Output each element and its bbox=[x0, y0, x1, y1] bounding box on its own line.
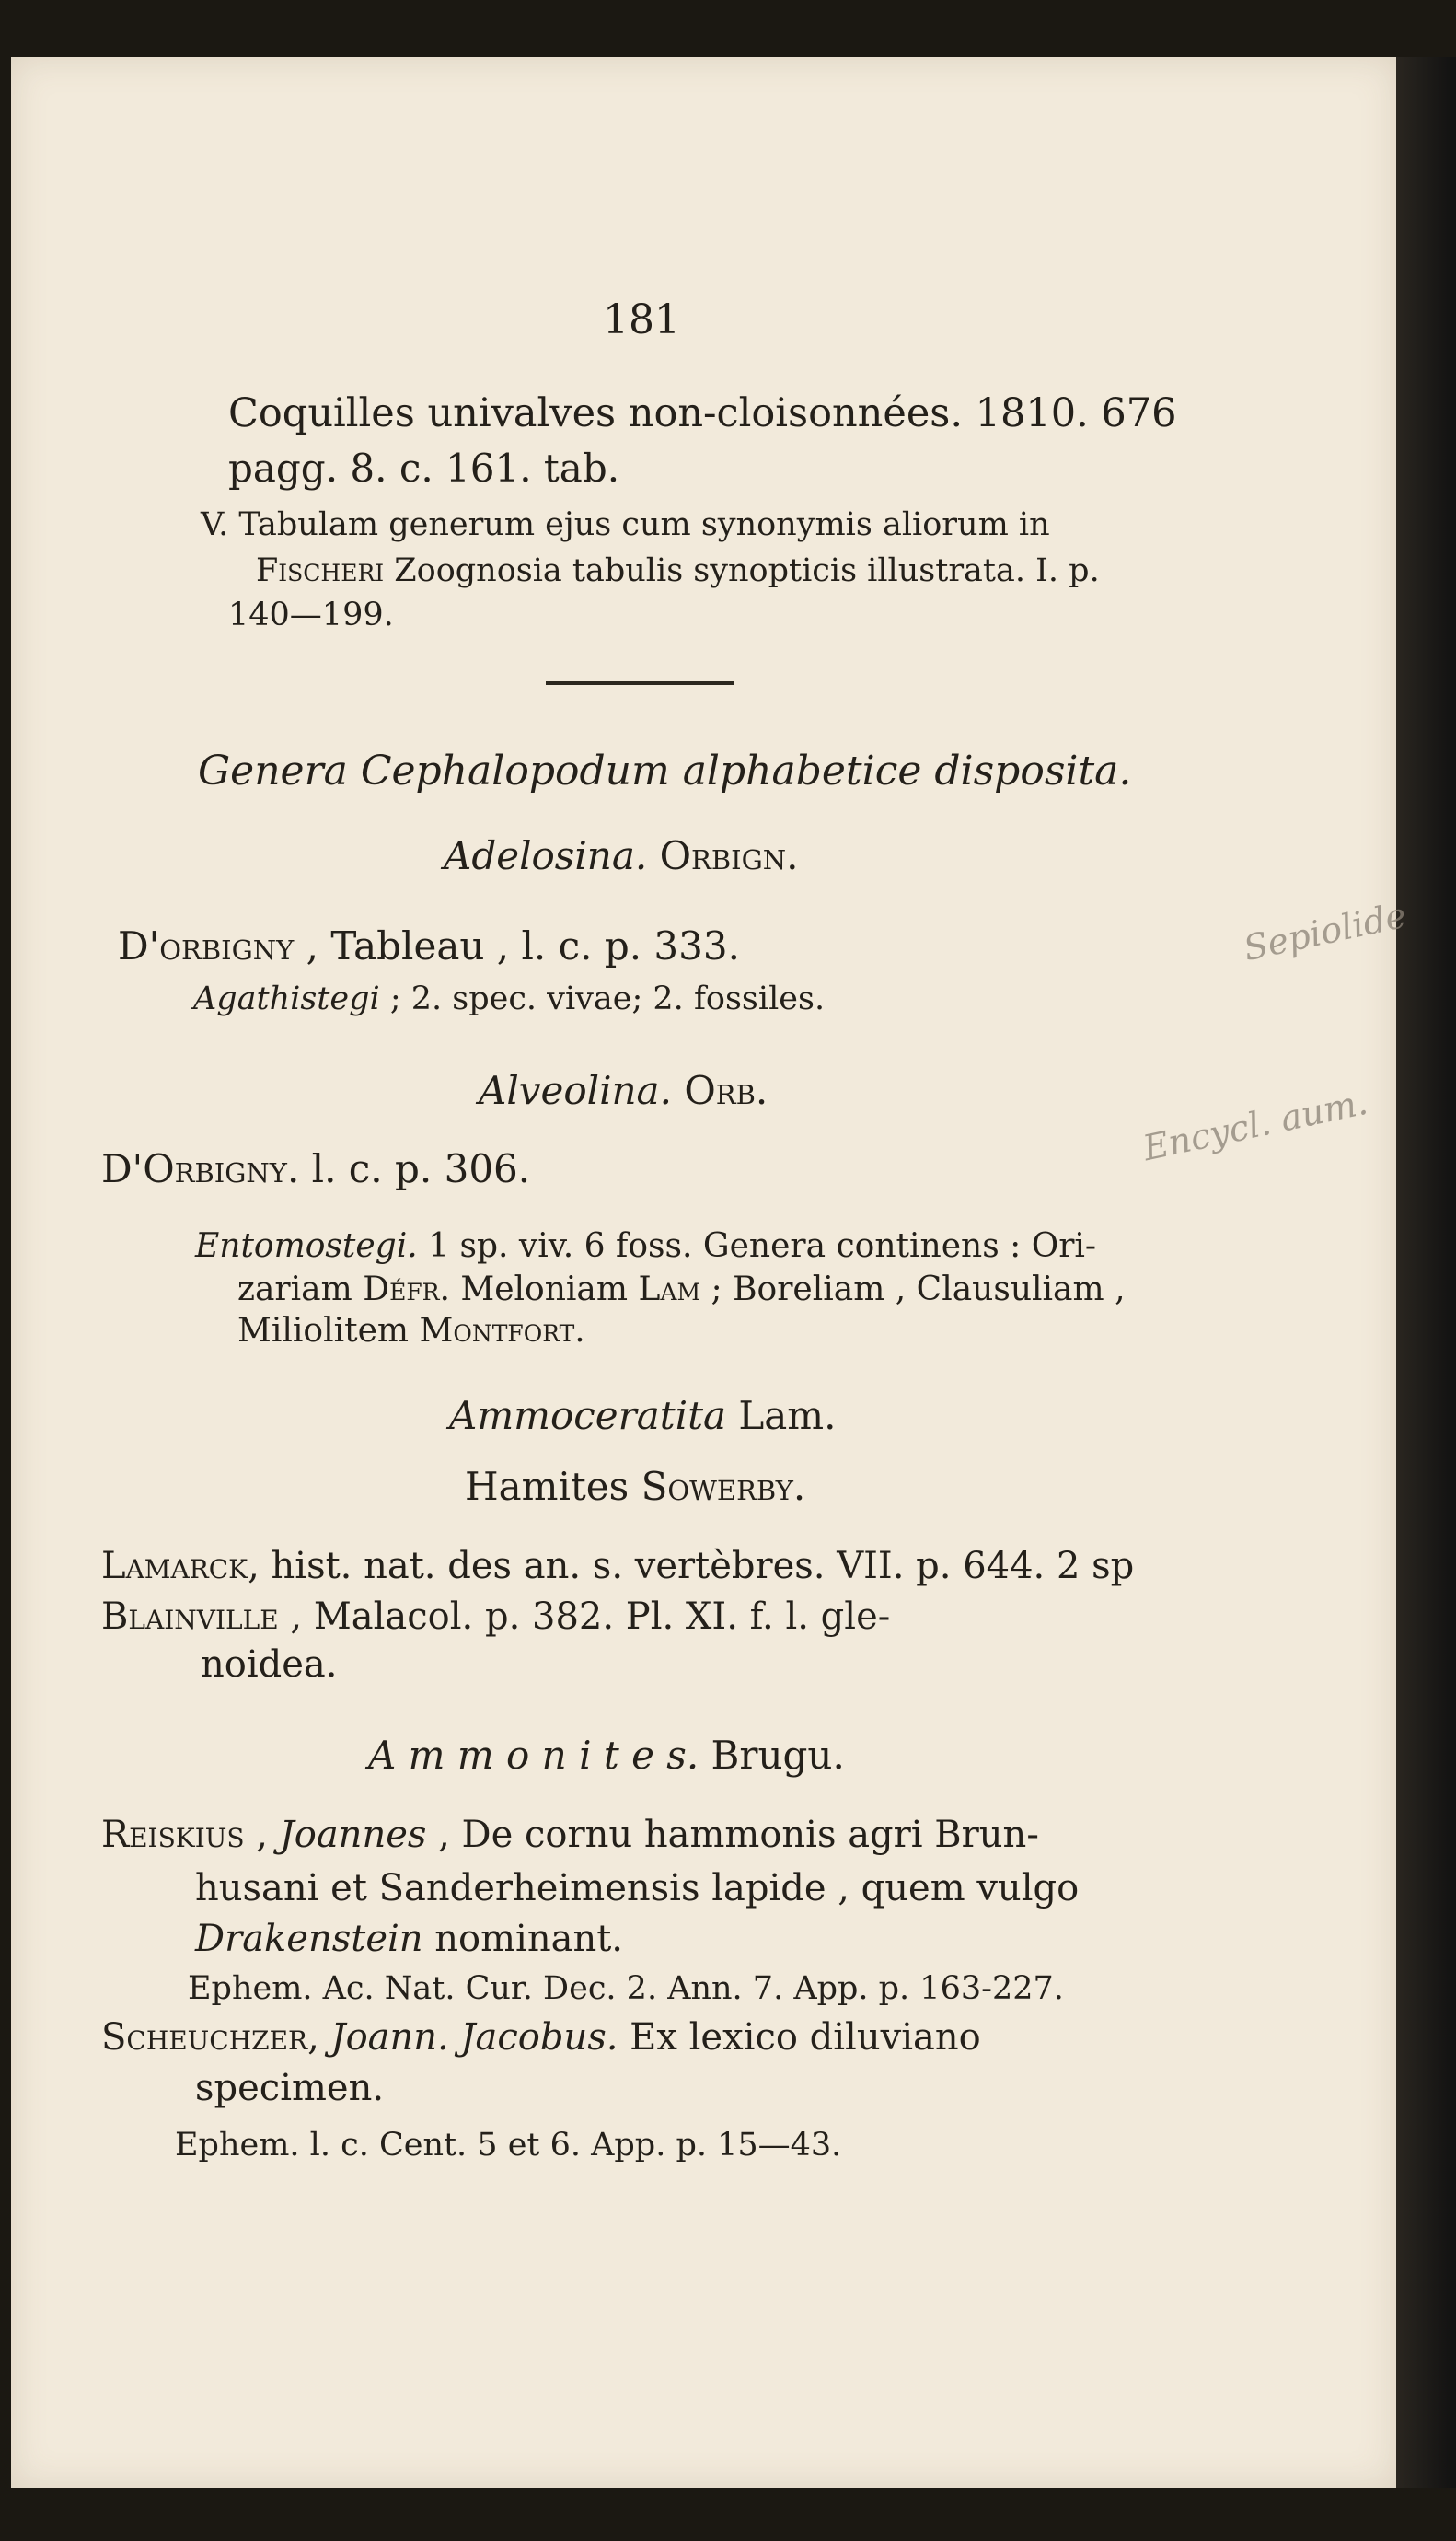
author-lam: Lam bbox=[638, 1270, 701, 1308]
ref-forename: Jacobus. bbox=[448, 2016, 618, 2059]
ammonites-ref-3 bbox=[195, 1918, 623, 1960]
genus-name: Ammoceratita bbox=[449, 1393, 726, 1438]
ref-author: Reiskius bbox=[101, 1814, 245, 1856]
synonym-name: Hamites bbox=[465, 1464, 641, 1509]
adelosina-note bbox=[193, 980, 825, 1017]
alveolina-note-3 bbox=[237, 1312, 585, 1350]
ref-text: l. c. p. 306. bbox=[299, 1146, 531, 1191]
genus-adelosina-heading bbox=[444, 833, 799, 878]
intro-line-1: Coquilles univalves non-cloisonnées. 1810. 676 bbox=[228, 390, 1177, 436]
intro-line-2: pagg. 8. c. 161. tab. bbox=[228, 446, 620, 491]
genus-author: Lam. bbox=[726, 1393, 837, 1438]
ref-text: , Malacol. p. 382. Pl. XI. f. l. gle- bbox=[278, 1595, 891, 1638]
alveolina-note-1 bbox=[195, 1227, 1096, 1265]
ammoceratita-ref-2 bbox=[101, 1595, 890, 1638]
note-text: ; Boreliam , Clausuliam , bbox=[700, 1270, 1126, 1308]
handwritten-note-1: Sepiolide bbox=[1240, 894, 1410, 969]
author-fischeri: Fischeri bbox=[256, 552, 385, 589]
ammonites-ref-7: Ephem. l. c. Cent. 5 et 6. App. p. 15—43. bbox=[175, 2127, 842, 2164]
note-text: Miliolitem bbox=[237, 1312, 420, 1350]
section-title: Genera Cephalopodum alphabetice disposita. bbox=[198, 748, 1132, 795]
alveolina-note-2 bbox=[237, 1270, 1126, 1308]
ref-text: hist. nat. des an. s. vertèbres. VII. p. 644. 2 sp bbox=[259, 1545, 1135, 1587]
handwritten-note-2: Encycl. aum. bbox=[1139, 1081, 1371, 1169]
ammonites-ref-2: husani et Sanderheimensis lapide , quem vulgo bbox=[195, 1867, 1080, 1909]
separator: , bbox=[244, 1814, 280, 1856]
ammoceratita-ref-1 bbox=[101, 1545, 1134, 1587]
synonym-author: Sowerby. bbox=[641, 1464, 806, 1509]
divider-rule bbox=[546, 681, 734, 685]
note-text: zariam bbox=[237, 1270, 364, 1308]
intro-line-3: V. Tabulam generum ejus cum synonymis aliorum in bbox=[201, 506, 1050, 543]
author-montfort: Montfort. bbox=[419, 1312, 585, 1350]
ammonites-ref-5 bbox=[101, 2016, 981, 2059]
ref-term: Drakenstein bbox=[195, 1918, 423, 1960]
intro-line-4-text: Zoognosia tabulis synopticis illustrata. I. p. bbox=[384, 552, 1100, 589]
ref-author: D'orbigny bbox=[118, 923, 295, 969]
genus-author: Orb. bbox=[684, 1068, 768, 1113]
intro-line-5: 140—199. bbox=[228, 597, 394, 633]
genus-alveolina-heading bbox=[479, 1068, 768, 1113]
ref-text: Ex lexico diluviano bbox=[618, 2016, 981, 2059]
note-text: ; 2. spec. vivae; 2. fossiles. bbox=[379, 980, 826, 1017]
genus-name: Alveolina. bbox=[479, 1068, 672, 1113]
note-term: Entomostegi. bbox=[195, 1227, 418, 1265]
ammoceratita-synonym bbox=[465, 1464, 805, 1509]
genus-author: Brugu. bbox=[699, 1733, 845, 1778]
genus-name: Adelosina. bbox=[444, 833, 648, 878]
ref-text: , De cornu hammonis agri Brun- bbox=[426, 1814, 1039, 1856]
ref-forename: Joannes bbox=[279, 1814, 427, 1856]
ammonites-ref-4: Ephem. Ac. Nat. Cur. Dec. 2. Ann. 7. App. p. 163-227. bbox=[188, 1970, 1064, 2007]
page-number: 181 bbox=[603, 296, 680, 343]
ammoceratita-ref-3: noidea. bbox=[201, 1643, 338, 1686]
ref-text: , Tableau , l. c. p. 333. bbox=[294, 923, 740, 969]
ref-author: Scheuchzer, bbox=[101, 2016, 319, 2059]
genus-ammonites-heading bbox=[368, 1733, 845, 1778]
note-term: Agathistegi bbox=[193, 980, 380, 1017]
ref-forename: Joann. bbox=[318, 2016, 449, 2059]
ref-author: D'Orbigny. bbox=[101, 1146, 300, 1191]
adelosina-reference bbox=[118, 923, 740, 969]
ref-author: Blainville bbox=[101, 1595, 279, 1638]
ammonites-ref-6: specimen. bbox=[195, 2067, 385, 2109]
note-text: 1 sp. viv. 6 foss. Genera continens : Ori- bbox=[417, 1227, 1097, 1265]
book-edge bbox=[1396, 57, 1456, 2488]
author-defr: Défr. bbox=[363, 1270, 450, 1308]
genus-name: A m m o n i t e s. bbox=[368, 1733, 699, 1778]
ref-text: nominant. bbox=[422, 1918, 623, 1960]
intro-line-4 bbox=[256, 552, 1100, 589]
ref-author: Lamarck, bbox=[101, 1545, 260, 1587]
genus-ammoceratita-heading bbox=[449, 1393, 836, 1438]
genus-author: Orbign. bbox=[659, 833, 799, 878]
note-text: Meloniam bbox=[449, 1270, 639, 1308]
alveolina-reference bbox=[101, 1146, 530, 1191]
ammonites-ref-1 bbox=[101, 1814, 1039, 1856]
